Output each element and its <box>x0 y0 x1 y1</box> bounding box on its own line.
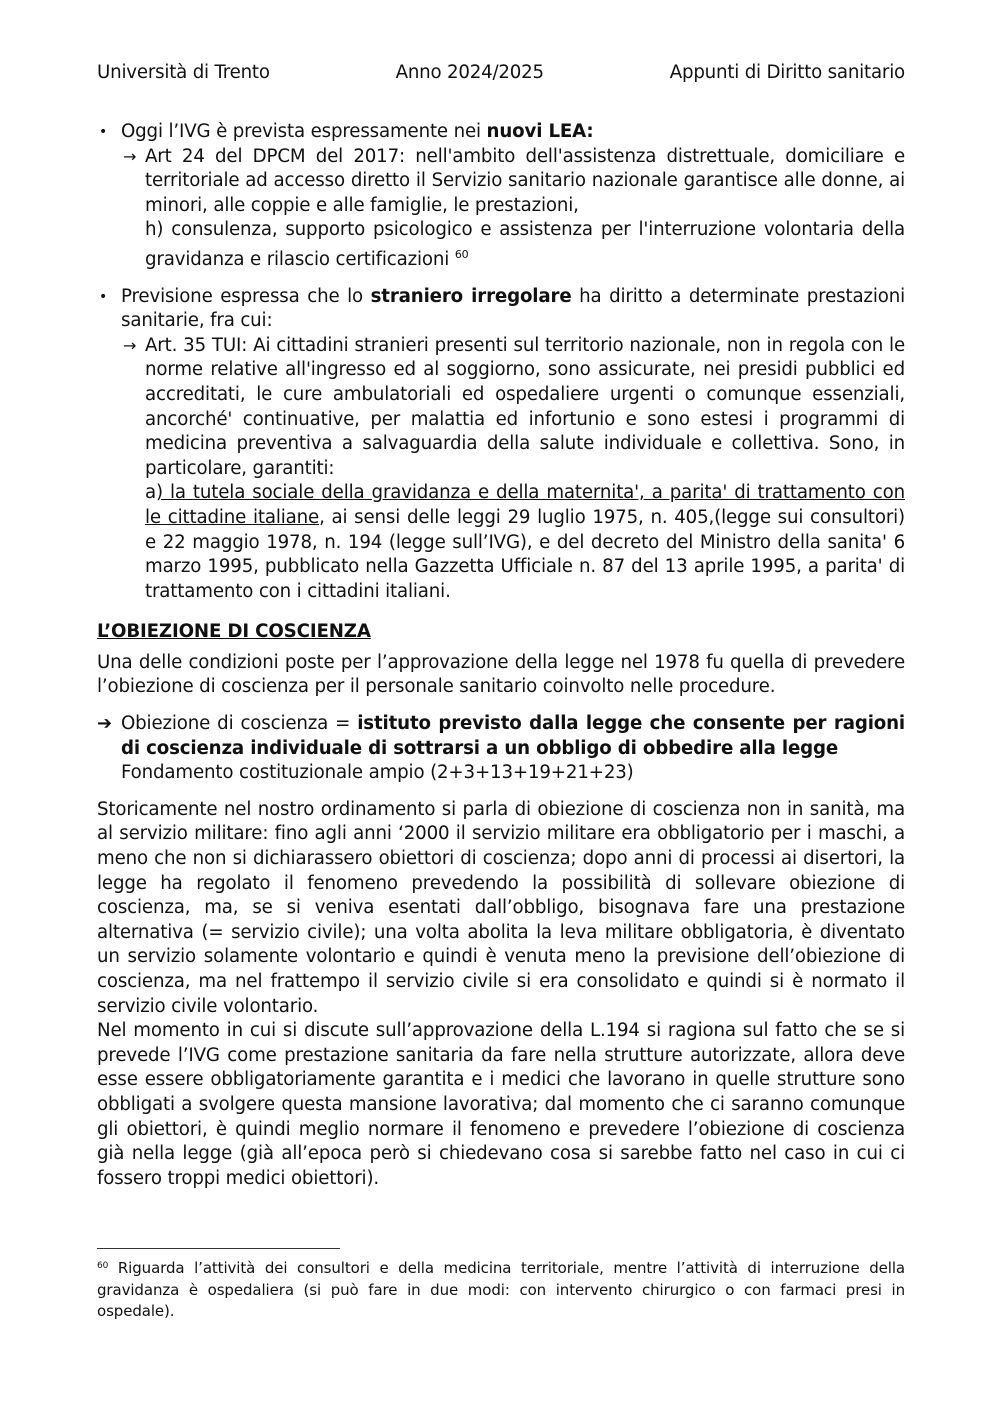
definition-text: Obiezione di coscienza = istituto previsto dalla legge che consente per ragioni di coscienza individuale di sottrarsi a un obbligo di obbedire alla legge <box>121 713 906 759</box>
art35-text: Art. 35 TUI: Ai cittadini stranieri presenti sul territorio nazionale, non in regola con le norme relative all'ingresso ed al soggiorno, sono assicurate, nei presidi pubblici ed accreditati, le cure ambulatoriali ed ospedaliere urgenti o comunque essenziali, ancorché' continuative, per malattia ed infortunio e sono estesi i programmi di medicina preventiva a salvaguardia della salute individuale e collettiva. Sono, in particolare, garantiti: <box>145 334 905 479</box>
paragraph-l194: Nel momento in cui si discute sull’approvazione della L.194 si ragiona sul fatto che se si prevede l’IVG come prestazione sanitaria da fare nella strutture autorizzate, allora deve esse essere obbligatoriamente garantita e i medici che lavorano in quelle strutture sono obbligati a svolgere questa mansione lavorativa; dal momento che ci saranno comunque gli obiettori, è quindi meglio normare il fenomeno e prevedere l’obiezione di coscienza già nella legge (già all’epoca però si chiedevano cosa si sarebbe fatto nel caso in cui ci fossero troppi medici obiettori). <box>97 1020 905 1189</box>
bullet-straniero-text: Previsione espressa che lo straniero irregolare ha diritto a determinate prestazioni sanitarie, fra cui: <box>121 285 905 332</box>
footnote-divider <box>97 1248 340 1249</box>
header-year: Anno 2024/2025 <box>395 62 544 83</box>
arrow-icon: → <box>123 146 137 166</box>
header-university: Università di Trento <box>97 62 270 83</box>
bullet-straniero <box>97 285 905 605</box>
definition-block <box>97 712 905 786</box>
footnote-text: Riguarda l’attività dei consultori e della medicina territoriale, mentre l’attività di interruzione della gravidanza è ospedaliera (si può fare in due modi: con intervento chirurgico o con farmaci presi in ospedale). <box>97 1259 905 1320</box>
art24-text: Art 24 del DPCM del 2017: nell'ambito dell'assistenza distrettuale, domiciliare e territoriale ad accesso diretto il Servizio sanitario nazionale garantisce alle donne, ai minori, alle coppie e alle famiglie, le prestazioni, <box>145 145 905 216</box>
bullet-lea-text: Oggi l’IVG è prevista espressamente nei nuovi LEA: <box>121 121 594 142</box>
bullet-lea <box>97 120 905 273</box>
art24-letter-h: h) consulenza, supporto psicologico e assistenza per l'interruzione volontaria della gravidanza e rilascio certificazioni $^{60}$ <box>145 219 905 270</box>
page-header <box>97 60 905 86</box>
footnote-number: 60 <box>97 1261 109 1271</box>
section-title: L’OBIEZIONE DI COSCIENZA <box>97 621 371 643</box>
paragraph-intro: Una delle condizioni poste per l’approvazione della legge nel 1978 fu quella di prevedere l’obiezione di coscienza per il personale sanitario coinvolto nelle procedure. <box>97 651 905 698</box>
header-course: Appunti di Diritto sanitario <box>669 62 905 83</box>
sub-item-art24 <box>121 145 905 273</box>
bullet-icon: • <box>99 124 108 140</box>
document-body <box>97 120 905 1191</box>
constitutional-basis: Fondamento costituzionale ampio (2+3+13+19+21+23) <box>121 762 634 784</box>
bullet-icon: • <box>99 288 108 305</box>
art35-letter-a: a) la tutela sociale della gravidanza e della maternita', a parita' di trattamento con le cittadine italiane, ai sensi delle leggi 29 luglio 1975, n. 405,(legge sui consultori) e 22 maggio 1978, n. 194 (legge sull’IVG), e del decreto del Ministro della sanita' 6 marzo 1995, pubblicato nella Gazzetta Ufficiale n. 87 del 13 aprile 1995, a parita' di trattamento con i cittadini italiani. <box>145 482 905 602</box>
footnote-ref: 60 <box>454 247 469 261</box>
sub-item-art35 <box>121 334 905 605</box>
arrow-right-icon: ➔ <box>97 713 112 735</box>
arrow-icon: → <box>123 335 137 355</box>
footnote <box>97 1256 905 1323</box>
paragraph-history: Storicamente nel nostro ordinamento si parla di obiezione di coscienza non in sanità, ma al servizio militare: fino agli anni ‘2000 il servizio militare era obbligatorio per i maschi, a meno che non si dichiarassero obiettori di coscienza; dopo anni di processi ai disertori, la legge ha regolato il fenomeno prevedendo la possibilità di sollevare obiezione di coscienza, ma, se si veniva esentati dall’obbligo, bisognava fare una prestazione alternativa (= servizio civile); una volta abolita la leva militare obbligatoria, è diventato un servizio solamente volontario e quindi è venuta meno la previsione dell’obiezione di coscienza, ma nel frattempo il servizio civile si era consolidato e quindi si è normato il servizio civile volontario. <box>97 798 905 1017</box>
